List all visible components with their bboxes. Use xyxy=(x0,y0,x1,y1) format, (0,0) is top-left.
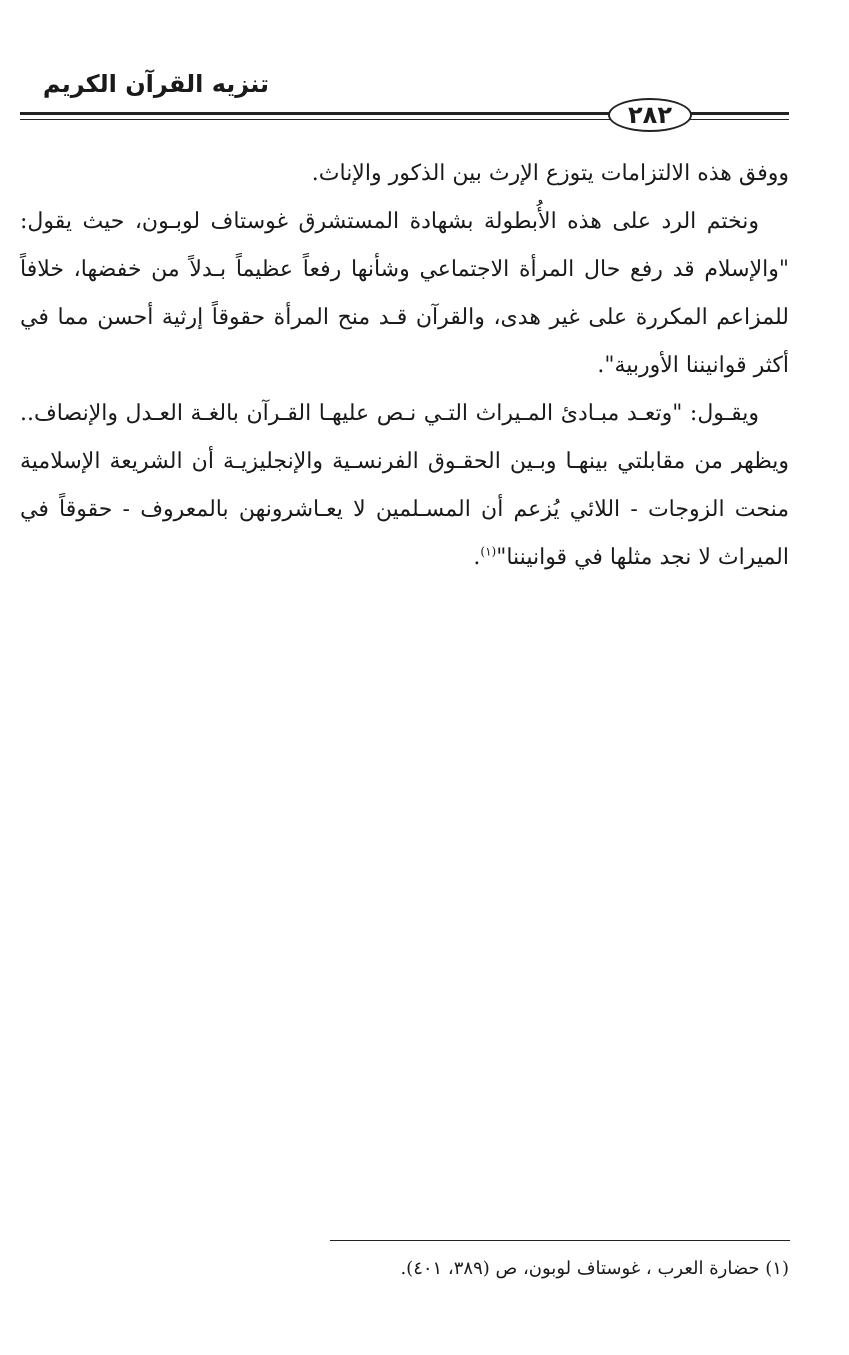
page-number xyxy=(608,98,692,132)
footnote-rule xyxy=(330,1240,790,1241)
paragraph-3-text: ويقـول: "وتعـد مبـادئ المـيراث التـي نـص عليهـا القـرآن بالغـة العـدل والإنصاف.. ويظهر من مقابلتي بينهـا وبـين الحقـوق الفرنسـية والإنجليزيـة أن الشريعة الإسلامية منحت الزوجات - اللائي يُزعم أن المسـلمين لا يعـاشرونهن بالمعروف - حقوقاً في الميراث لا نجد مثلها في قوانيننا" xyxy=(20,401,789,570)
paragraph-2: ونختم الرد على هذه الأُبطولة بشهادة المستشرق غوستاف لوبـون، حيث يقول: "والإسلام قد رفع حال المرأة الاجتماعي وشأنها رفعاً عظيماً بـدلاً من خفضها، خلافاً للمزاعم المكررة على غير هدى، والقرآن قـد منح المرأة حقوقاً إرثية أحسن مما في أكثر قوانيننا الأوربية". xyxy=(20,209,789,378)
body-text xyxy=(20,150,789,582)
footnote-reference: (١) xyxy=(480,544,497,559)
running-title: تنزيه القرآن الكريم xyxy=(42,70,269,98)
paragraph-3 xyxy=(20,390,789,582)
paragraph-1: ووفق هذه الالتزامات يتوزع الإرث بين الذكور والإناث. xyxy=(311,161,789,186)
page-number-text: ٢٨٢ xyxy=(628,101,672,129)
paragraph-3-end: . xyxy=(473,545,481,570)
footnote: (١) حضارة العرب ، غوستاف لوبون، ص (٣٨٩، ٤٠١). xyxy=(400,1258,789,1279)
